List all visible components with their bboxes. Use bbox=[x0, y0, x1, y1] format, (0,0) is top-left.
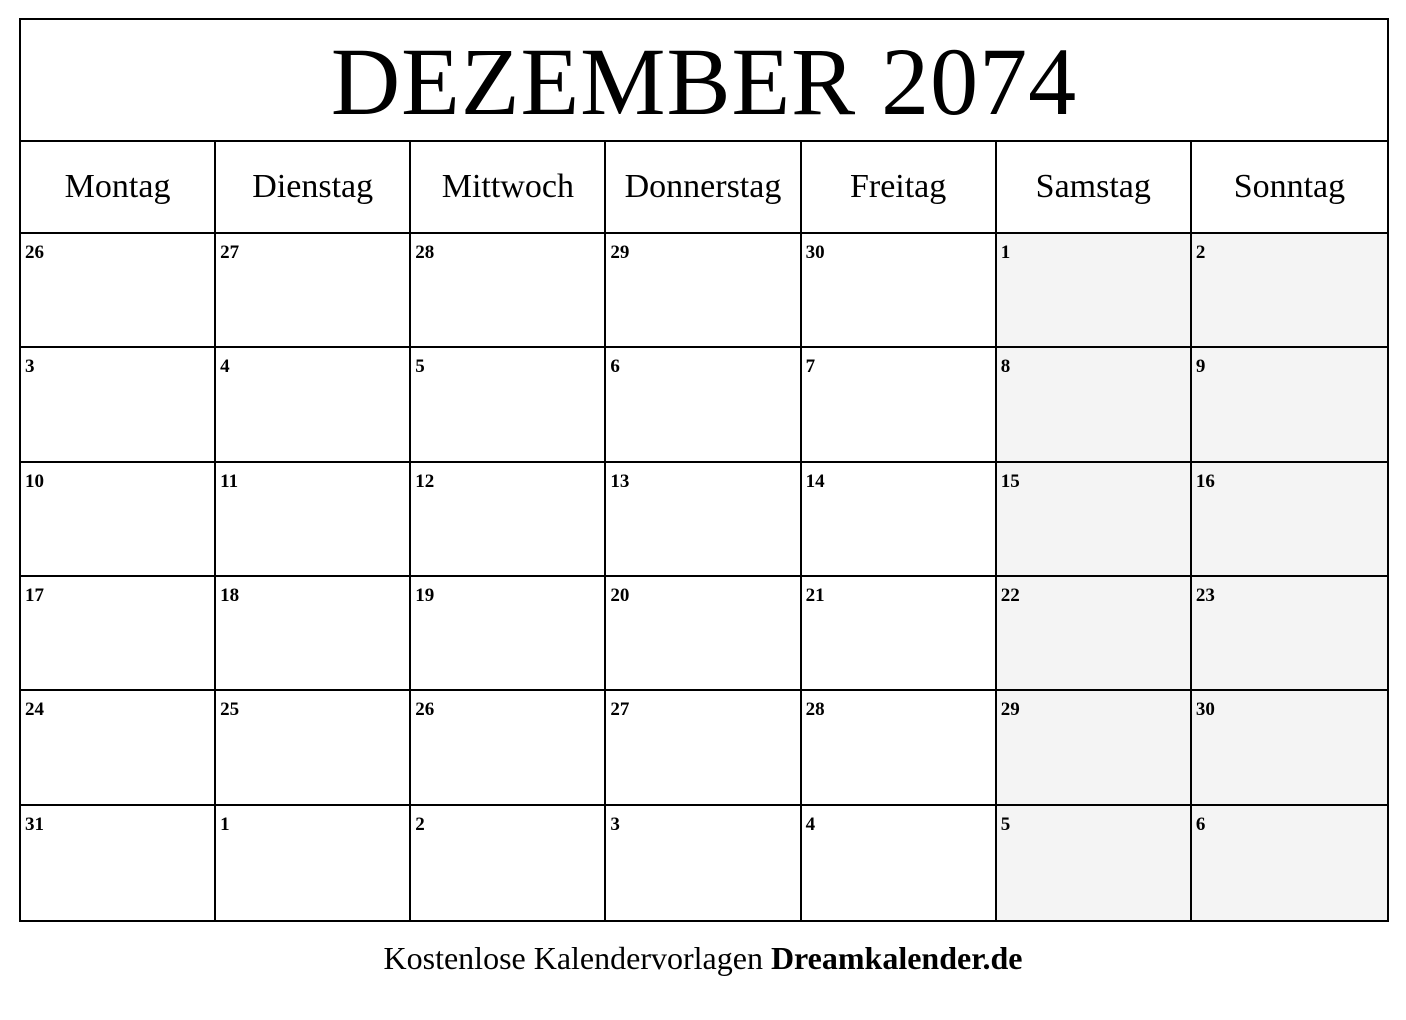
day-cell bbox=[802, 577, 997, 691]
day-number: 6 bbox=[1195, 813, 1206, 835]
weekday-saturday: Samstag bbox=[997, 142, 1192, 232]
day-number: 11 bbox=[220, 470, 239, 492]
day-number: 16 bbox=[1195, 470, 1215, 492]
day-cell bbox=[997, 463, 1192, 577]
day-cell bbox=[411, 691, 606, 805]
day-cell bbox=[1192, 691, 1387, 805]
day-number: 25 bbox=[220, 699, 240, 721]
day-number: 2 bbox=[1195, 242, 1206, 263]
day-cell bbox=[997, 577, 1192, 691]
footer-brand: Dreamkalender.de bbox=[770, 940, 1023, 976]
day-number: 3 bbox=[25, 356, 35, 378]
calendar bbox=[19, 18, 1389, 922]
weekday-monday: Montag bbox=[21, 142, 216, 232]
day-cell bbox=[1192, 348, 1387, 462]
calendar-title: DEZEMBER 2074 bbox=[330, 28, 1078, 135]
weekday-friday: Freitag bbox=[802, 142, 997, 232]
day-cell bbox=[802, 806, 997, 920]
day-cell bbox=[1192, 577, 1387, 691]
day-cell bbox=[802, 348, 997, 462]
day-cell bbox=[21, 577, 216, 691]
weekday-wednesday: Mittwoch bbox=[411, 142, 606, 232]
day-number: 30 bbox=[1195, 699, 1215, 721]
day-cell bbox=[216, 691, 411, 805]
day-number: 3 bbox=[610, 813, 620, 835]
day-number: 19 bbox=[415, 585, 435, 606]
day-number: 1 bbox=[1000, 242, 1011, 263]
day-number: 20 bbox=[610, 585, 630, 606]
day-number: 29 bbox=[610, 242, 630, 263]
day-cell bbox=[1192, 463, 1387, 577]
day-number: 26 bbox=[415, 699, 435, 721]
day-cell bbox=[411, 463, 606, 577]
day-cell bbox=[802, 691, 997, 805]
day-cell bbox=[21, 234, 216, 348]
day-cell bbox=[606, 691, 801, 805]
day-cell bbox=[411, 348, 606, 462]
day-number: 12 bbox=[415, 470, 435, 492]
day-number: 5 bbox=[1000, 813, 1011, 835]
day-number: 29 bbox=[1000, 699, 1020, 721]
day-number: 2 bbox=[415, 813, 425, 835]
day-cell bbox=[216, 234, 411, 348]
day-number: 5 bbox=[415, 356, 425, 378]
day-number: 4 bbox=[220, 356, 230, 378]
day-number: 27 bbox=[610, 699, 630, 721]
day-number: 9 bbox=[1195, 356, 1206, 378]
day-number: 17 bbox=[25, 585, 44, 606]
title-row bbox=[21, 20, 1387, 142]
day-number: 14 bbox=[805, 470, 825, 492]
day-cell bbox=[216, 463, 411, 577]
day-number: 6 bbox=[610, 356, 620, 378]
day-cell bbox=[21, 348, 216, 462]
day-number: 18 bbox=[220, 585, 240, 606]
day-number: 10 bbox=[25, 470, 44, 492]
day-cell bbox=[997, 806, 1192, 920]
day-cell bbox=[216, 577, 411, 691]
day-number: 1 bbox=[220, 813, 230, 835]
footer bbox=[0, 940, 1406, 977]
day-cell bbox=[216, 348, 411, 462]
day-cell bbox=[1192, 234, 1387, 348]
day-number: 24 bbox=[25, 699, 44, 721]
day-number: 21 bbox=[805, 585, 825, 606]
day-cell bbox=[802, 463, 997, 577]
day-cell bbox=[606, 806, 801, 920]
day-number: 28 bbox=[805, 699, 825, 721]
day-number: 26 bbox=[25, 242, 44, 263]
day-cell bbox=[411, 234, 606, 348]
day-cell bbox=[411, 577, 606, 691]
day-cell bbox=[21, 691, 216, 805]
weekday-tuesday: Dienstag bbox=[216, 142, 411, 232]
day-number: 4 bbox=[805, 813, 816, 835]
day-cell bbox=[997, 234, 1192, 348]
weekday-header-row bbox=[21, 142, 1387, 234]
day-cell bbox=[606, 234, 801, 348]
day-number: 22 bbox=[1000, 585, 1020, 606]
day-cell bbox=[606, 577, 801, 691]
day-number: 30 bbox=[805, 242, 825, 263]
day-cell bbox=[216, 806, 411, 920]
day-cell bbox=[802, 234, 997, 348]
day-number: 13 bbox=[610, 470, 630, 492]
day-cell bbox=[606, 463, 801, 577]
day-number: 23 bbox=[1195, 585, 1215, 606]
day-cell bbox=[21, 463, 216, 577]
day-cell bbox=[997, 348, 1192, 462]
day-number: 28 bbox=[415, 242, 435, 263]
day-number: 31 bbox=[25, 813, 44, 835]
weekday-sunday: Sonntag bbox=[1233, 168, 1346, 205]
day-cell bbox=[997, 691, 1192, 805]
day-number: 7 bbox=[805, 356, 816, 378]
footer-text: Kostenlose Kalendervorlagen bbox=[383, 940, 771, 976]
day-number: 8 bbox=[1000, 356, 1011, 378]
day-grid bbox=[21, 234, 1387, 920]
day-cell bbox=[21, 806, 216, 920]
day-number: 27 bbox=[220, 242, 240, 263]
day-cell bbox=[411, 806, 606, 920]
weekday-thursday: Donnerstag bbox=[606, 142, 801, 232]
day-cell bbox=[606, 348, 801, 462]
day-cell bbox=[1192, 806, 1387, 920]
day-number: 15 bbox=[1000, 470, 1020, 492]
